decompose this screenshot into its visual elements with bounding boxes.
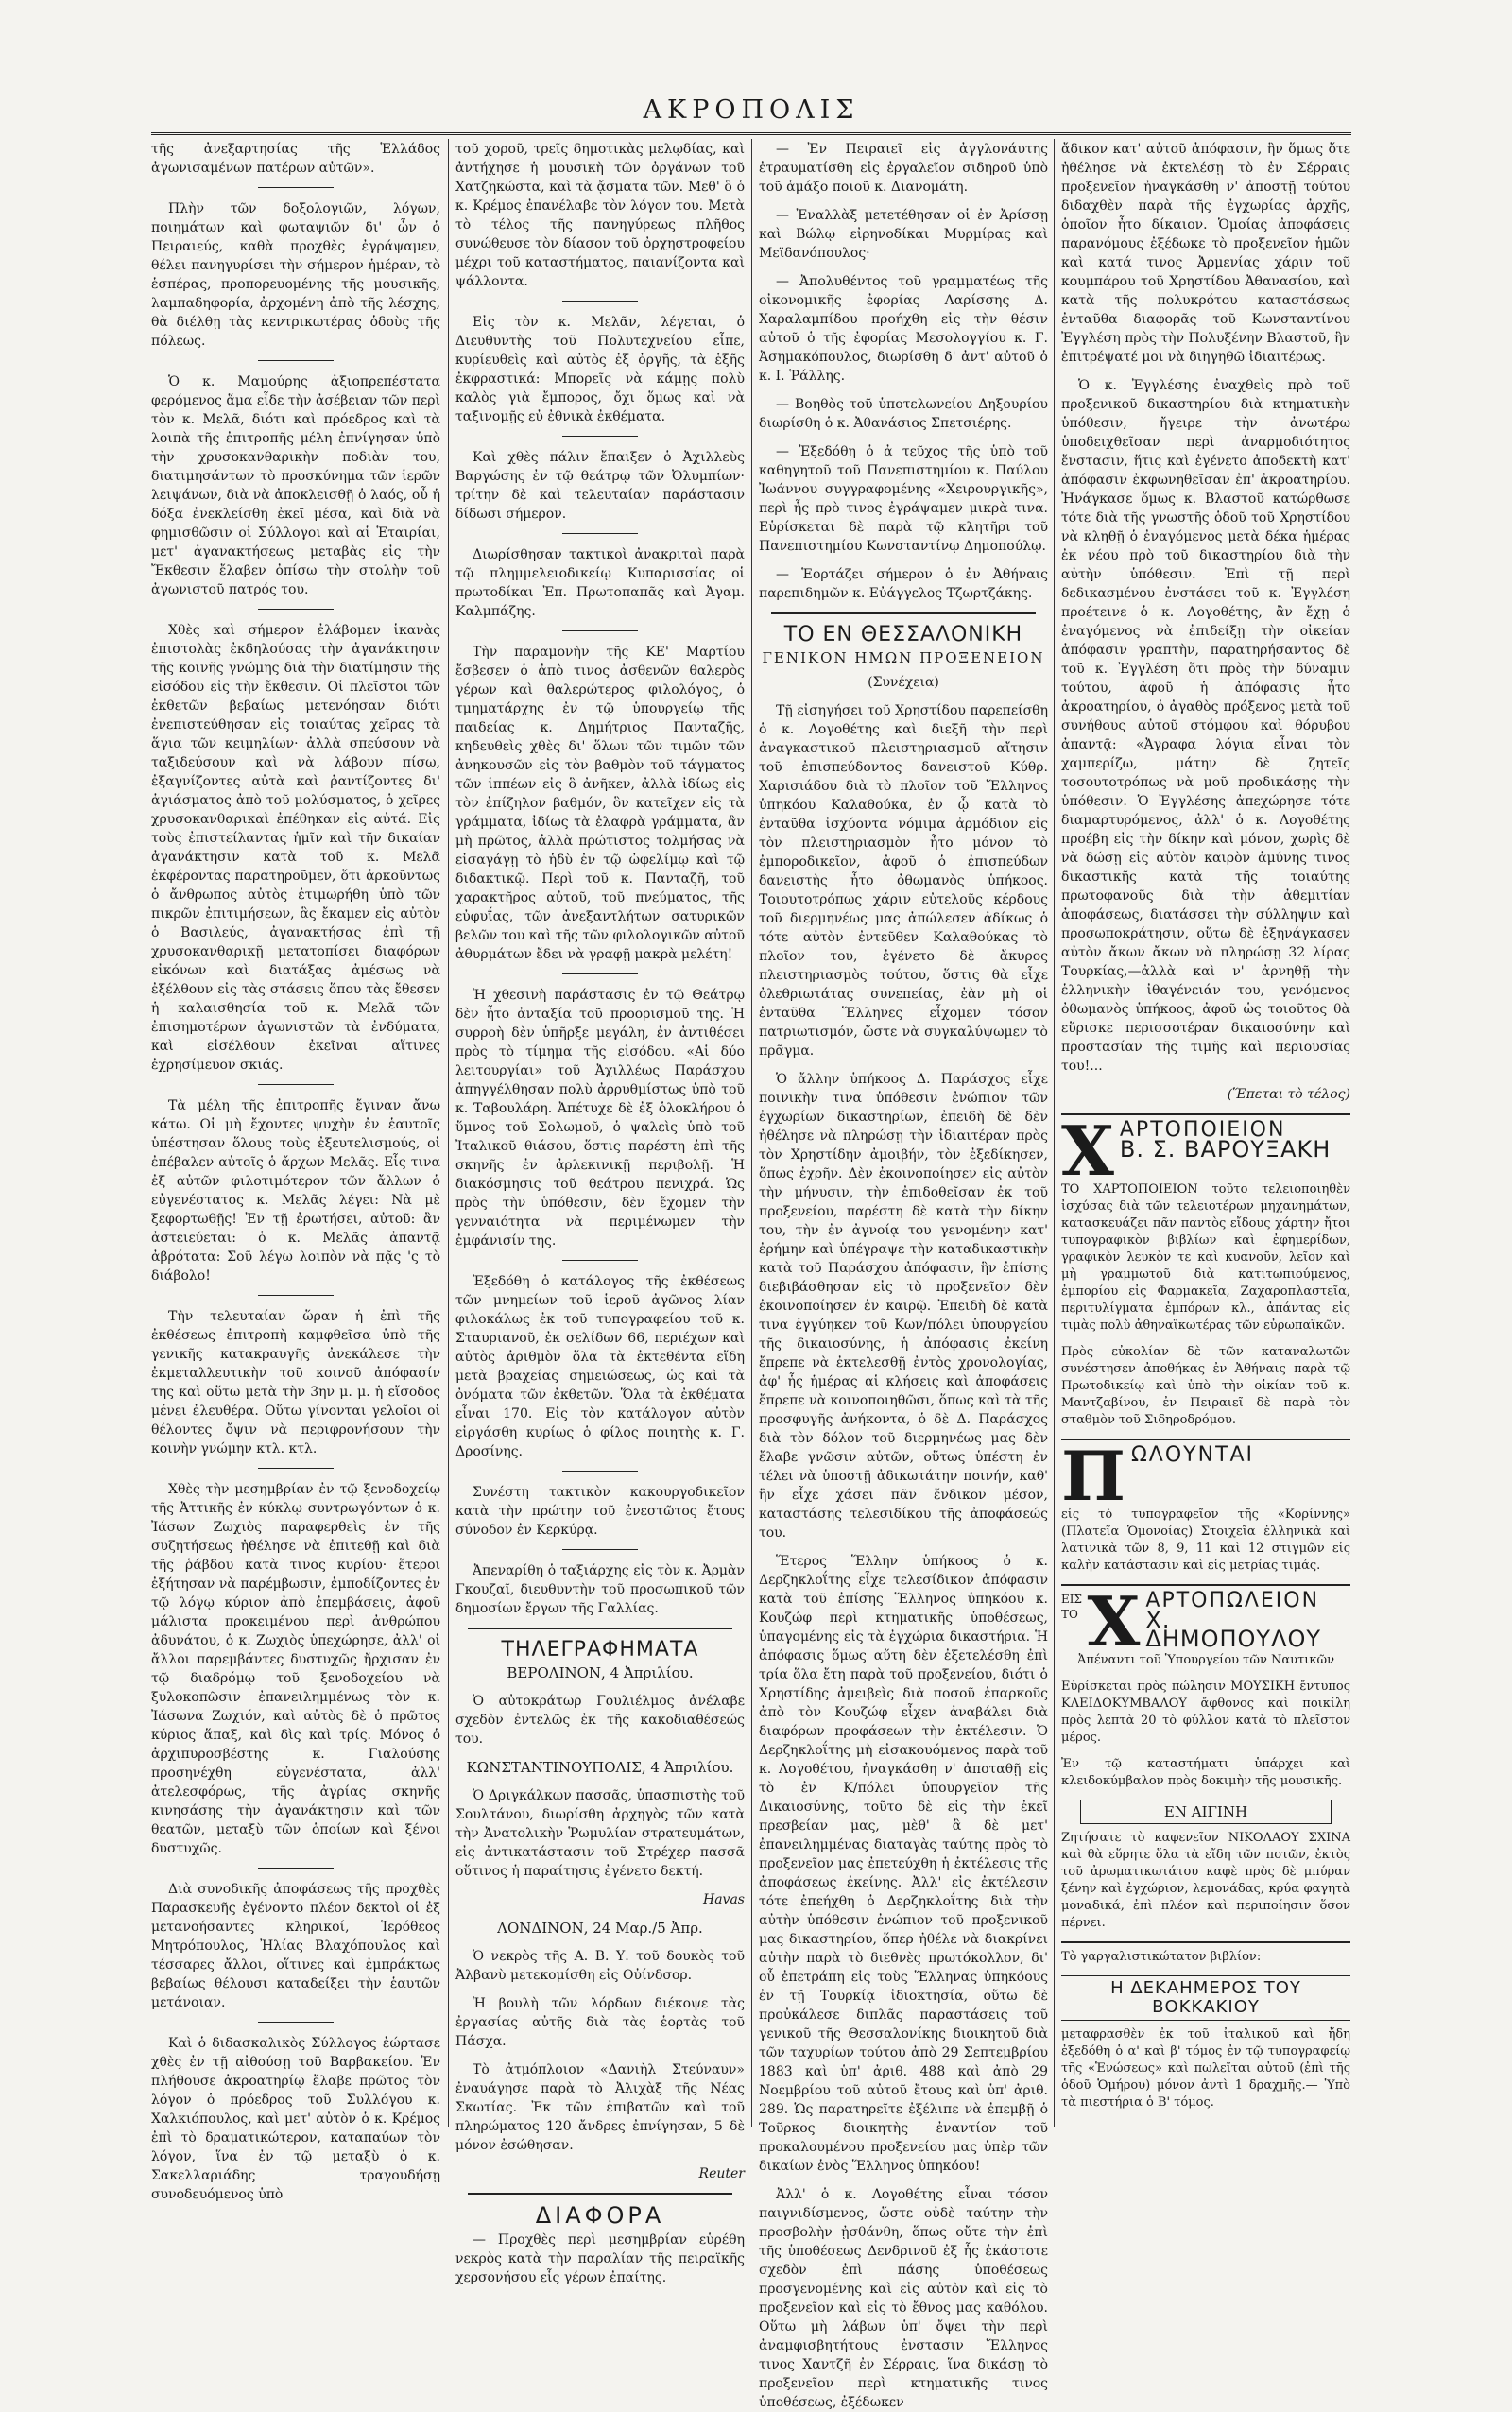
article-paragraph: Χθὲς τὴν μεσημβρίαν ἐν τῷ ξενοδοχείῳ τῆς Ἀττικῆς ἐν κύκλῳ συντρωγόντων ὁ κ. Ἰάσων Ζωχιὸς παραφερθεὶς ἐν τῆς συζητήσεως ἠθέλησε νὰ ἐπιτεθῇ καὶ διὰ τῆς ῥάβδου κατὰ τινος κυρίου· ἕτεροι ἐξήτησαν νὰ παρέμβωσιν, ἐμποδίζοντες ἐν τῷ λόγῳ κύριον ἀπὸ ἐπεμβάσεις, ἀφοῦ μάλιστα προκειμένου περὶ ἀνθρώπου ἀδυνάτου, ὁ κ. Ζωχιὸς ὑπεχώρησε, ἀλλ' οἱ ἄλλοι παρεμβάντες δυστυχῶς ἤρχισαν ἐν τῷ διαδρόμῳ τοῦ ξενοδοχείου νὰ ξυλοκοπῶσιν ἐπανειλημμένως τὸν κ. Ἰάσωνα Ζωχιόν, καὶ αὐτὸς δὲ ὁ πρῶτος κύριος ἅπαξ, καὶ δὶς καὶ τρίς. Μόνος ὁ ἀρχιπυροσβέστης κ. Γιαλούσης προσηνέχθη εὐγενέστατα, ἀλλ' ἀτελεσφόρως, τῆς ἀγρίας σκηνῆς κινησάσης τὴν ἀγανάκτησιν καὶ τῶν θεατῶν, μεταξὺ τῶν ὁποίων καὶ ξένοι δυστυχῶς.	[151, 1482, 440, 1856]
masthead	[151, 91, 1351, 129]
advertisement-type-sale	[1061, 1436, 1350, 1575]
separator	[562, 1549, 638, 1550]
separator	[562, 533, 638, 534]
ad-business-name: ΩΛΟΥΝΤΑΙ	[1131, 1443, 1255, 1467]
ad-text: Ζητήσατε τὸ καφενεῖον ΝΙΚΟΛΑΟΥ ΣΧΙΝΑ καὶ θὰ εὕρητε ὅλα τὰ εἴδη τῶν ποτῶν, ἐκτὸς τοῦ ἀρωματικωτάτου καφὲ πρὸς δὲ μπύραν ξένην καὶ ἐγχώριον, λεμονάδας, κρύα φαγητὰ μοναδικά, ἐπὶ πλέον καὶ περιποίησιν ὅσον πέρνει.	[1061, 1831, 1350, 1930]
article-paragraph: Τὰ μέλη τῆς ἐπιτροπῆς ἔγιναν ἄνω κάτω. Οἱ μὴ ἔχοντες ψυχὴν ἐν ἑαυτοῖς ὑπέστησαν ὅλους τοὺς ἐξευτελισμούς, οἱ ἐπέβαλεν αὐτοῖς ὁ ἄρχων Μελᾶς. Εἷς τινα ἐξ αὐτῶν φιλοτιμότερον τῶν ἄλλων ὁ εὐγενέστατος κ. Μελᾶς λέγει: Νὰ μὲ ξεφορτωθῇς! Ἐν τῇ ἐρωτήσει, αὐτοῦ: ἂν ἀστειεύεται: ὁ κ. Μελᾶς ἀπαντᾷ ἀβρότατα: Σοῦ λέγω λοιπὸν νὰ πᾷς 'ς τὸ διάβολο!	[151, 1098, 440, 1284]
article-paragraph: Ὁ ἄλλην ὑπήκοος Δ. Παράσχος εἶχε ποινικὴν τινα ὑπόθεσιν ἐνώπιον τῶν ἐγχωρίων δικαστηρίων, ἐπειδὴ δὲ δὲν ἠθέλησε νὰ πληρώσῃ τὴν ἰδιαιτέραν πρὸς τὸν Χρηστίδην ἀμοιβήν, τὸν ἐξεδίκησεν, ὅπως ἐχρῆν. Δὲν ἐκοινοποίησεν εἰς αὐτὸν τὴν μήνυσιν, τὴν ἐπιδοθεῖσαν ἐκ τοῦ προξενείου, παρέστη δὲ κατὰ τὴν δίκην του, τὴν ἐν ἀγνοίᾳ του γενομένην κατ' ἐρήμην καὶ ὑπέγραψε τὴν καταδικαστικὴν κατὰ τοῦ Παράσχου ἀπόφασιν, ἣν ἐπίσης διεβιβάσθησαν εἰς τὸ προξενεῖον δὲν ἐκοινοποίησεν ἐν καιρῷ. Ἐπειδὴ δὲ κατὰ τινα ἐγγύηκεν τοῦ Κων/πόλει ὑπουργείου τῆς δικαιοσύνης, ἡ ἀπόφασις ἐκείνη ἔπρεπε νὰ ἐκτελεσθῇ ἐντὸς χρονολογίας, ἀφ' ἧς ἡμέρας αἱ κλήσεις καὶ ἀποφάσεις ἔπρεπε νὰ κοινοποιηθῶσι, ὅπως καὶ τὰ τῆς προσφυγῆς ἀνήκοντα, ὁ δὲ Δ. Παράσχος διὰ τὸν δόλον τοῦ διερμηνέως μας δὲν ἔλαβε γνῶσιν αὐτῶν, οὕτως ὑπέστη ἐν τέλει νὰ ὑποστῇ ἀδικωτάτην ποινήν, καθ' ἣν εἶχε χάσει πᾶν ἔνδικον μέσον, καταστάσης τελεσιδίκου τῆς ἀποφάσεώς του.	[759, 1072, 1048, 1541]
ad-subline: Ἀπέναντι τοῦ Ὑπουργείου τῶν Ναυτικῶν	[1077, 1653, 1334, 1667]
article-paragraph: τῆς ἀνεξαρτησίας τῆς Ἑλλάδος ἀγωνισαμένων πατέρων αὐτῶν».	[151, 142, 440, 176]
ad-business-name: ΑΡΤΟΠΩΛΕΙΟΝ	[1145, 1589, 1320, 1612]
news-item: — Ἀπολυθέντος τοῦ γραμματέως τῆς οἰκονομικῆς ἐφορίας Λαρίσσης Δ. Χαραλαμπίδου προήχθη εἰς τὴν θέσιν αὐτοῦ ὁ τῆς ἐφορίας Μεσολογγίου κ. Γ. Ἀσημακόπουλος, διωρίσθη δ' ἀντ' αὐτοῦ ὁ κ. Ι. Ῥάλλης.	[759, 274, 1048, 384]
section-rule	[771, 612, 1036, 614]
diafora-heading: ΔΙΑΦΟΡΑ	[535, 2202, 665, 2229]
article-paragraph: Ὁ κ. Μαμούρης ἀξιοπρεπέστατα φερόμενος ἅμα εἶδε τὴν ἀσέβειαν τῶν περὶ τὸν κ. Μελᾶ, διότι καὶ πρόεδρος καὶ τὰ λοιπὰ τῆς ἐπιτροπῆς μέλη ἐπνίγησαν ὑπὸ τὴν χρυσοκανθαρικὴν ποδιὰν του, διατιμησάντων τὸ προσκύνημα τῶν ἱερῶν λειψάνων, διὰ νὰ ἀποκλεισθῇ ὁ λαός, οὗ ἡ δόξα ἐνεκλείσθη ἐκεῖ μέσα, καὶ διὰ νὰ φημισθῶσιν οἱ Σύλλογοι καὶ αἱ Ἑταιρίαι, μετ' ἀγανακτήσεως μεταβὰς εἰς τὴν Ἔκθεσιν ἔλαβεν ὀπίσω τὴν στολὴν τοῦ ἀγωνιστοῦ πατρός του.	[151, 374, 440, 597]
ad-text: Ἐν τῷ καταστήματι ὑπάρχει καὶ κλειδοκύμβαλον πρὸς δοκιμὴν τῆς μουσικῆς.	[1061, 1757, 1350, 1788]
telegram-dateline: ΚΩΝΣΤΑΝΤΙΝΟΥΠΟΛΙΣ, 4 Ἀπριλίου.	[466, 1759, 734, 1776]
article-paragraph: Ἡ χθεσινὴ παράστασις ἐν τῷ Θεάτρῳ δὲν ἦτο ἀνταξία τοῦ προορισμοῦ της. Ἡ συρροὴ δὲν ὑπῆρξε μεγάλη, ἐν ἀντιθέσει πρὸς τὸ τίμημα τῆς εἰσόδου. «Αἱ δύο λειτουργίαι» τοῦ Ἀχιλλέως Παράσχου ἀπηγγέλθησαν πολὺ ἀρρυθμίστως ὑπὸ τοῦ κ. Ταβουλάρη. Ἀπέτυχε δὲ ἐξ ὁλοκλήρου ὁ ὕμνος τοῦ Σολωμοῦ, ὁ ψαλεὶς ὑπὸ τοῦ Ἰταλικοῦ θιάσου, ὅστις παρέστη ἐπὶ τῆς σκηνῆς ἐν ἀρλεκινικῇ περιβολῇ. Ἡ διακόσμησις τοῦ θεάτρου πενιχρά. Ὡς πρὸς τὴν ὑπόθεσιν, δὲν ἔχομεν τὴν γενναιότητα νὰ περιμένωμεν τὴν ἐμφάνισίν της.	[455, 988, 745, 1249]
advertisement-stationery	[1061, 1581, 1350, 1790]
ad-text: Πρὸς εὐκολίαν δὲ τῶν καταναλωτῶν συνέστησεν ἀποθήκας ἐν Ἀθήναις παρὰ τῷ Πρωτοδικείῳ καὶ ὑπὸ τὴν οἰκίαν τοῦ κ. Μαντζαβίνου, ἐν Πειραιεῖ δὲ παρὰ τὸν σταθμὸν τοῦ Σιδηροδρόμου.	[1061, 1345, 1350, 1427]
ad-business-name: ΑΡΤΟΠΟΙΕΙΟΝ	[1119, 1118, 1286, 1142]
ad-initial: Π	[1061, 1436, 1125, 1516]
column-4	[1061, 140, 1350, 2127]
section-rule	[468, 1628, 732, 1629]
article-paragraph: Πλὴν τῶν δοξολογιῶν, λόγων, ποιημάτων καὶ φωταψιῶν δι' ὧν ὁ Πειραιεύς, καθὰ προχθὲς ἐγράψαμεν, θέλει πανηγυρίσει τὴν σήμερον ἡμέραν, τὸ ἑσπέρας, προπορευομένης τῆς μουσικῆς, λαμπαδηφορία, ἀρχομένη ἀπὸ τῆς λέσχης, θὰ διέλθῃ τὰς κεντρικωτέρας ὁδοὺς τῆς πόλεως.	[151, 201, 440, 349]
ad-text: ΤΟ ΧΑΡΤΟΠΟΙΕΙΟΝ τοῦτο τελειοποιηθὲν ἰσχύσας διὰ τῶν τελειοτέρων μηχανημάτων, κατασκευάζει πᾶν παντὸς εἴδους χάρτην ἤτοι τυπογραφικὸν βιβλίων καὶ ἐφημερίδων, γραφικὸν λευκὸν τε καὶ κυανοῦν, λεῖον καὶ μὴ γραμμωτοῦ διὰ κατιτωπιούμενος, ἐμπορίου εἰς Φαρμακεῖα, Ζαχαροπλαστεῖα, περιτυλίγματα ἐμπόρων κλ., ἀπάντας εἰς τιμὰς πολὺ ἀθηναϊκωτέρας τῶν εὐρωπαϊκῶν.	[1061, 1182, 1350, 1333]
news-item: — Ἐν Πειραιεῖ εἰς ἀγγλονάυτης ἐτραυματίσθη εἰς ἐργαλεῖον σιδηροῦ ὑπὸ τοῦ ἁμάξο ποιοῦ κ. Διανομάτη.	[759, 142, 1048, 195]
separator	[258, 2022, 334, 2023]
newspaper-title: ΑΚΡΟΠΟΛΙΣ	[643, 95, 860, 125]
ad-text: εἰς τὸ τυπογραφεῖον τῆς «Κορίννης» (Πλατεῖα Ὁμονοίας) Στοιχεῖα ἑλληνικὰ καὶ λατινικὰ τῶν 8, 9, 11 καὶ 12 στιγμῶν εἰς καλὴν κατάστασιν καὶ εἰς μετρίας τιμάς.	[1061, 1508, 1350, 1573]
advertisement-paper-mill	[1061, 1113, 1350, 1429]
thessaloniki-heading: ΤΟ ΕΝ ΘΕΣΣΑΛΟΝΙΚΗ	[783, 623, 1023, 646]
separator	[258, 360, 334, 361]
separator	[258, 1084, 334, 1085]
ad-intro: Τὸ γαργαλιστικώτατον βιβλίον:	[1061, 1950, 1262, 1964]
telegram-text: Ὁ Δριγκάλκων πασσᾶς, ὑπασπιστὴς τοῦ Σουλτάνου, διωρίσθη ἀρχηγὸς τῶν κατὰ τὴν Ἀνατολικὴν Ῥωμυλίαν στρατευμάτων, εἰς ἀντικατάστασιν τοῦ Στρέχερ πασσᾶ οὕτινος ἡ παραίτησις ἐγένετο δεκτή.	[455, 1788, 745, 1879]
ad-owner-name: Χ. ΔΗΜΟΠΟΥΛΟΥ	[1145, 1607, 1322, 1652]
continued-note: (Ἕπεται τὸ τέλος)	[1227, 1087, 1350, 1102]
news-item: — Βοηθὸς τοῦ ὑποτελωνείου Δηξουρίου διωρίσθη ὁ κ. Ἀθανάσιος Σπετσιέρης.	[759, 397, 1048, 431]
telegram-text: Ἡ βουλὴ τῶν λόρδων διέκοψε τὰς ἐργασίας αὐτῆς διὰ τὰς ἑορτὰς τοῦ Πάσχα.	[455, 1996, 745, 2049]
separator	[562, 630, 638, 631]
ad-prefix: ΕΙΣ ΤΟ	[1061, 1593, 1082, 1621]
ad-initial: Χ	[1061, 1111, 1114, 1191]
ad-initial: Χ	[1087, 1581, 1141, 1662]
ad-text: μεταφρασθὲν ἐκ τοῦ ἰταλικοῦ καὶ ἤδη ἐξεδόθη ὁ α' καὶ β' τόμος ἐν τῷ τυπογραφείῳ τῆς «Ἑνώσεως» καὶ πωλεῖται αὐτοῦ (ἐπὶ τῆς ὁδοῦ Ὁμήρου) μόνον ἀντὶ 1 δραχμῆς.— Ὑπὸ τὰ πιεστήρια ὁ Β' τόμος.	[1061, 2027, 1350, 2110]
column-divider	[448, 139, 449, 2127]
continuation-note: (Συνέχεια)	[868, 675, 939, 690]
ad-owner-name: Β. Σ. ΒΑΡΟΥΞΑΚΗ	[1119, 1136, 1332, 1163]
article-paragraph: Εἰς τὸν κ. Μελᾶν, λέγεται, ὁ Διευθυντὴς τοῦ Πολυτεχνείου εἶπε, κυρίευθεὶς καὶ αὐτὸς ἐξ ὀργῆς, τὰ ἑξῆς ἐκφραστικά: Μπορεῖς νὰ κάμῃς πολὺ καλὸς γιὰ ἔμπορος, ὄχι ὅμως καὶ νὰ ταξινομῇς εὐ ἐθνικὰ ἐκθέματα.	[455, 315, 745, 424]
column-divider	[751, 139, 752, 2127]
article-paragraph: Συνέστη τακτικὸν κακουργοδικεῖον κατὰ τὴν πρώτην τοῦ ἐνεστῶτος ἔτους σύνοδον ἐν Κερκύρᾳ.	[455, 1485, 745, 1538]
separator	[562, 436, 638, 437]
article-paragraph: Ἕτερος Ἕλλην ὑπήκοος ὁ κ. Δερζηκλοΐτης εἶχε τελεσίδικον ἀπόφασιν κατὰ τοῦ ἐπίσης Ἕλληνος ὑπηκόου κ. Κουζώφ περὶ κτηματικῆς ὑποθέσεως, ὑπαγομένης εἰς τὰ ἐγχώρια δικαστήρια. Ἡ ἀπόφασις ὅμως αὕτη δὲν ἐξετελέσθη ἐπὶ τρία ὅλα ἔτη παρὰ τοῦ προξενείου, διότι ὁ Χρηστίδης ἀμειβεὶς διὰ ποσοῦ ἐπαρκοῦς ἀπὸ τὸν Κουζώφ εἶχεν ἀναβάλει διὰ διαφόρων προφάσεων τὴν ἐκτέλεσιν. Ὁ Δερζηκλοΐτης μὴ εἰσακουόμενος παρὰ τοῦ κ. Λογοθέτου, ἠναγκάσθη ν' ἀποταθῇ εἰς τὸ ἐν Κ/πόλει ὑπουργεῖον τῆς Δικαιοσύνης, τοῦτο δὲ εἰς τὴν ἐκεῖ πρεσβείαν μας, μὲθ' ἃ δὲ μετ' ἐπανειλημμένας διαταγὰς ταύτης πρὸς τὸ προξενεῖον μας ἐπετεύχθη ἡ ἐκτέλεσις τῆς ἀποφάσεως ἐκείνης. Ἀλλ' εἰς ἐκτέλεσιν τότε ἐπεήχθη ὁ Δερζηκλοΐτης διὰ τὴν αὐτὴν ὑπόθεσιν ἐνώπιον τοῦ προξενικοῦ μας δικαστηρίου, ὅπερ ἠθέλε νὰ διακρίνει αὐτὴν παρὰ τὸ διεθνὲς πρωτόκολλον, δι' οὗ ἐπετράπη εἰς τοὺς Ἕλληνας ὑπηκόους ἐν τῇ Τουρκίᾳ ἰδιοκτησία, οὕτω δὲ προὐκάλεσε διπλᾶς παραστάσεις τοῦ γενικοῦ τῆς Θεσσαλονίκης διοικητοῦ διὰ τῶν ταχυρίων τούτου ἀπὸ 29 Σεπτεμβρίου 1883 καὶ ὑπ' ἀριθ. 488 καὶ ἀπὸ 29 Νοεμβρίου τοῦ αὐτοῦ ἔτους καὶ ὑπ' ἀριθ. 289. Ὡς παρατηρεῖτε ἐξέλιπε νὰ ἐπεμβῇ ὁ Τοῦρκος διοικητὴς ἐναντίον τοῦ προκαλουμένου προξενείου μας ὑπὲρ τῶν δικαίων ἑνὸς Ἕλληνος ὑπηκόου!	[759, 1554, 1048, 2174]
article-paragraph: Καὶ χθὲς πάλιν ἔπαιξεν ὁ Ἀχιλλεὺς Βαργώσης ἐν τῷ θεάτρῳ τῶν Ὀλυμπίων· τρίτην δὲ καὶ τελευταίαν παράστασιν δίδωσι σήμερον.	[455, 450, 745, 522]
article-paragraph: — Προχθὲς περὶ μεσημβρίαν εὑρέθη νεκρὸς κατὰ τὴν παραλίαν τῆς πειραϊκῆς χερσονήσου εἷς γέρων ἐπαίτης.	[455, 2232, 745, 2285]
separator	[562, 1260, 638, 1261]
telegram-text: Τὸ ἀτμόπλοιον «Δανιὴλ Στεύναυν» ἐναυάγησε παρὰ τὸ Ἀλιχὰξ τῆς Νέας Σκωτίας. Ἐκ τῶν ἐπιβατῶν καὶ τοῦ πληρώματος 120 ἄνδρες ἐπνίγησαν, 5 δὲ μόνον ἐσώθησαν.	[455, 2062, 745, 2153]
thessaloniki-subheading: ΓΕΝΙΚΟΝ ΗΜΩΝ ΠΡΟΞΕΝΕΙΟΝ	[762, 649, 1045, 666]
separator	[258, 609, 334, 610]
column-divider	[1054, 139, 1055, 2127]
article-paragraph: Καὶ ὁ διδασκαλικὸς Σύλλογος ἑώρτασε χθὲς ἐν τῇ αἰθούσῃ τοῦ Βαρβακείου. Ἐν πλήθουσε ἀκροατηρίῳ ἔλαβε πρῶτος τὸν λόγον ὁ πρόεδρος τοῦ Συλλόγου κ. Χαλκιόπουλος, καὶ μετ' αὐτὸν ὁ κ. Κρέμος ἐπὶ τὸ δραματικώτερον, καταπαύων τὸν λόγον, ἵνα ἐν τῷ μεταξὺ ὁ κ. Σακελλαριάδης τραγουδήσῃ συνοδευόμενος ὑπὸ	[151, 2036, 440, 2202]
masthead-rule	[151, 132, 1351, 135]
telegram-agency: Havas	[703, 1892, 745, 1907]
article-paragraph: Ὁ κ. Ἐγγλέσης ἐναχθεὶς πρὸ τοῦ προξενικοῦ δικαστηρίου διὰ κτηματικὴν ὑπόθεσιν, ἤγειρε τὴν ἀνωτέρω ὑποδειχθεῖσαν περὶ ἀναρμοδιότητος ἔνστασιν, ἥτις καὶ ἐγένετο ἀποδεκτὴ κατ' ἀπόφασιν ἐκφωνηθεῖσαν ἐπ' ἀκροατηρίου. Ἠνάγκασε ὅμως κ. Βλαστοῦ κατώρθωσε τότε διὰ τῆς γνωστῆς ὁδοῦ τοῦ Χρηστίδου νὰ κληθῇ ὁ ἐναγόμενος μετὰ δέκα ἡμέρας ἐκ νέου πρὸ τοῦ δικαστηρίου διὰ τὴν αὐτὴν ὑπόθεσιν. Ἐπὶ τῇ περὶ δεδικασμένου ἐνστάσει τοῦ κ. Ἐγγλέση προέτεινε ὁ κ. Λογοθέτης, ἂν ἔχῃ ὁ ἐναγόμενος νὰ ἐπιδείξῃ τὴν οἰκείαν ἀπόφασιν γραπτὴν, παρατηρήσαντος δὲ τοῦ κ. Ἐγγλέση ὅτι πρὸς τὴν δύναμιν τούτου, ἀφοῦ ἡ ἀπόφασις ἦτο ἀκροατηρίου, ὁ ἀγαθὸς πρόξενος μετὰ τοῦ συνήθους αὐτοῦ στόμφου καὶ θόρυβου ἀπαντᾷ: «Ἀγραφα λόγια εἶναι τὸν χαμπερίζω, μάτην δὲ ζητεῖς τοσουτοτρόπως νὰ μοῦ προδικάσῃς τὴν ὑπόθεσιν. Ὁ Ἐγγλέσης ἀπεχώρησε τότε διαμαρτυρόμενος, ἀλλ' ὁ κ. Λογοθέτης προέβη εἰς τὴν δίκην καὶ μόνον, χωρὶς δὲ νὰ δώσῃ εἰς αὐτὸν καιρὸν ἀμύνης τινος δικαστικῆς κατὰ τῆς τοιαύτης πρωτοφανοῦς διὰ τὴν ἀθεμιτίαν ἀποφάσεως, διατάσσει τὴν σύλληψιν καὶ προσωποκράτησιν, οὕτω δὲ ἐξηνάγκασεν αὐτὸν ἄκων ἄκων νὰ πληρώσῃ 32 λίρας Τουρκίας,—ἀλλὰ καὶ ν' ἀρνηθῇ τὴν ἑλληνικὴν ἰθαγένειάν του, γενόμενος ὀθωμανὸς ὑπήκοος, ἀφοῦ ὡς τοιοῦτος θὰ εὕρισκε περισσοτέραν δικαιοσύνην καὶ προστασίαν τῆς τιμῆς καὶ περιουσίας του!...	[1061, 378, 1350, 1074]
telegram-dateline: ΛΟΝΔΙΝΟΝ, 24 Μαρ./5 Ἀπρ.	[497, 1920, 703, 1937]
article-paragraph: Ἀπεναρίθη ὁ ταξιάρχης εἰς τὸν κ. Ἀρμὰν Γκουζαῖ, διευθυντὴν τοῦ προσωπικοῦ τῶν δημοσίων ἔργων τῆς Γαλλίας.	[455, 1563, 745, 1616]
book-title: Η ΔΕΚΑΗΜΕΡΟΣ ΤΟΥ ΒΟΚΚΑΚΙΟΥ	[1061, 1975, 1350, 2021]
ad-aegina-heading: ΕΝ ΑΙΓΙΝΗ	[1080, 1800, 1332, 1824]
ad-text: Εὑρίσκεται πρὸς πώλησιν ΜΟΥΣΙΚΗ ἔντυπος ΚΛΕΙΔΟΚΥΜΒΑΛΟΥ ἄφθονος καὶ ποικίλη πρὸς λεπτὰ 20 τὸ φύλλον κατὰ τὸ πλεῖστον μέρος.	[1061, 1680, 1350, 1745]
telegram-agency: Reuter	[698, 2166, 745, 2181]
telegrams-heading: ΤΗΛΕΓΡΑΦΗΜΑΤΑ	[501, 1638, 699, 1662]
column-2	[455, 140, 745, 2285]
article-paragraph: Ἀλλ' ὁ κ. Λογοθέτης εἶναι τόσον παιγνιδίσμενος, ὥστε οὐδὲ ταύτην τὴν προσβολὴν ᾐσθάνθη, ὅπως οὔτε τὴν ἐπὶ τῆς ὑποθέσεως Δενδρινοῦ ἐξ ἧς ἑκάστοτε σχεδὸν ἐπὶ πάσης ὑποθέσεως προσγενομένης καὶ εἰς αὐτὸν καὶ εἰς τὸ προξενεῖον καὶ εἰς τὸ ἔθνος μας καθόλου. Οὕτω μὴ λάβων ὑπ' ὄψει τὴν περὶ ἀναμφισβητήτους ἐνστασιν Ἕλληνος τινος Χαντζῆ ἐν Σέρραις, ἵνα δικάσῃ τὸ προξενεῖον περὶ κτηματικῆς τινος ὑποθέσεως, ἐξέδωκεν	[759, 2187, 1048, 2410]
separator	[258, 1868, 334, 1869]
separator	[562, 973, 638, 974]
article-paragraph: Τὴν τελευταίαν ὥραν ἡ ἐπὶ τῆς ἐκθέσεως ἐπιτροπὴ καμφθεῖσα ὑπὸ τῆς γενικῆς κατακραυγῆς ἀνεκάλεσε τὴν ἐκμεταλλευτικὴν τοῦ κοινοῦ ἀπόφασίν της καὶ οὕτω μετὰ τὴν 3ην μ. μ. ἡ εἴσοδος μένει ἐλευθέρα. Οὕτω γίνονται γελοῖοι οἱ θέλοντες ὄψιν νὰ περιφρονήσουν τὴν κοινὴν γνώμην κτλ. κτλ.	[151, 1309, 440, 1456]
column-1	[151, 140, 440, 2202]
news-item: — Ἑορτάζει σήμερον ὁ ἐν Ἀθήναις παρεπιδημῶν κ. Εὐάγγελος Τζωρτζάκης.	[759, 567, 1048, 601]
section-rule	[468, 2193, 732, 2195]
article-paragraph: Ἐξεδόθη ὁ κατάλογος τῆς ἐκθέσεως τῶν μνημείων τοῦ ἱεροῦ ἀγῶνος λίαν φιλοκάλως ἐκ τοῦ τυπογραφείου τοῦ κ. Σταυριανοῦ, ἐκ σελίδων 66, περιέχων καὶ αὐτὸς ἀριθμὸν ὅλα τὰ ἐκτεθέντα εἴδη μετὰ βραχείας σημειώσεως, ὡς καὶ τὰ ὀνόματα τῶν ἐκθετῶν. Ὅλα τὰ ἐκθέματα εἶναι 170. Εἰς τὸν κατάλογον αὐτὸν εἰργάσθη κυρίως ὁ φίλος ποιητὴς κ. Γ. Δροσίνης.	[455, 1274, 745, 1459]
column-3	[759, 140, 1048, 2410]
separator	[258, 187, 334, 188]
telegram-text: Ὁ νεκρὸς τῆς Α. Β. Υ. τοῦ δουκὸς τοῦ Ἀλβανὺ μετεκομίσθη εἰς Οὐίνδσορ.	[455, 1949, 745, 1983]
news-item: — Ἐξεδόθη ὁ ἀ τεῦχος τῆς ὑπὸ τοῦ καθηγητοῦ τοῦ Πανεπιστημίου κ. Παύλου Ἰωάννου συγγραφομένης «Χειρουργικῆς», περὶ ἧς πρὸ τινος ἐγράψαμεν μικρὰ τινα. Εὑρίσκεται δὲ παρὰ τῷ κλητῆρι τοῦ Πανεπιστημίου Κωνσταντίνῳ Δημοπούλῳ.	[759, 444, 1048, 554]
article-paragraph: Τῇ εἰσηγήσει τοῦ Χρηστίδου παρεπείσθη ὁ κ. Λογοθέτης καὶ διεξῆ τὴν περὶ ἀναγκαστικοῦ πλειστηριασμοῦ αἴτησιν τοῦ ἐπισπεύδοντος δανειστοῦ Κύθρ. Χαρισιάδου διὰ τὸ πλοῖον τοῦ Ἕλληνος ὑπηκόου Καλαθούκα, ἐν ᾧ κατὰ τὸ ἐνταῦθα ἰσχύοντα νόμιμα ἀρμόδιον εἰς τὸν πλειστηριασμὸν ἦτο μόνον τὸ ἐμποροδικεῖον, ἀφοῦ ὁ ἐπισπεύδων δανειστὴς ἦτο ὀθωμανὸς ὑπήκοος. Τοιουτοτρόπως χάριν εὐτελοῦς κέρδους τοῦ διερμηνέως μας ἀπώλεσεν ἀδίκως ὁ τότε αὐτὸν ἐντεῦθεν Καλαθούκας τὸ πλοῖον του, ἐγένετο δὲ ἄκυρος πλειστηριασμὸς τούτου, ὅστις θὰ εἶχε ὀλεθριωτάτας συνεπείας, ἐὰν μὴ οἱ ἐνταῦθα Ἕλληνες εἶχομεν τόσον πατριωτισμόν, ὥστε νὰ συγκαλύψωμεν τὸ πρᾶγμα.	[759, 703, 1048, 1059]
article-paragraph: Διωρίσθησαν τακτικοὶ ἀνακριταὶ παρὰ τῷ πλημμελειοδικείῳ Κυπαρισσίας οἱ πρωτοδίκαι Ἐπ. Πρωτοπαπᾶς καὶ Ἀγαμ. Καλμπάζης.	[455, 547, 745, 619]
advertisement-book	[1061, 1941, 1350, 2111]
separator	[562, 1471, 638, 1472]
separator	[562, 301, 638, 302]
article-paragraph: Τὴν παραμονὴν τῆς ΚΕ' Μαρτίου ἔσβεσεν ὁ ἀπὸ τινος ἀσθενῶν θαλερὸς γέρων καὶ θαλερώτερος φιλολόγος, ὁ τμηματάρχης ἐν τῷ ὑπουργείῳ τῆς παιδείας κ. Δημήτριος Πανταζῆς, κηδευθεὶς χθὲς δι' ὅλων τῶν τιμῶν τῶν ἀνηκουσῶν εἰς τὸν βαθμὸν τοῦ τάγματος τῶν ἱππέων εἰς ὃ ἀνῆκεν, ἀλλὰ ἰδίως εἰς τὸν ἐπίζηλον βαθμόν, ὃν κατεῖχεν εἰς τὰ γράμματα, ἰδίως τὰ ἐλαφρὰ γράμματα, ἂν μὴ πρῶτος, ἀλλὰ πρώτιστος τολμήσας νὰ εἰσαγάγῃ τὸ ἡδὺ ἐν τῷ ὠφελίμῳ καὶ τῷ διδακτικῷ. Περὶ τοῦ κ. Πανταζῆ, τοῦ χαρακτῆρος αὐτοῦ, τοῦ πνεύματος, τῆς εὐφυΐας, τῶν ἀνεξαντλήτων σατυρικῶν βελῶν του καὶ τῆς τῶν φιλολογικῶν αὐτοῦ ἀθυρμάτων ἔδει νὰ γραφῇ μακρὰ μελέτη!	[455, 645, 745, 962]
article-paragraph: ἄδικον κατ' αὐτοῦ ἀπόφασιν, ἣν ὅμως ὅτε ἠθέλησε νὰ ἐκτελέσῃ τὸ ἐν Σέρραις προξενεῖον ἠναγκάσθη ν' ἀποστῇ τούτου διδαχθὲν παρὰ τῆς ἐγχωρίας ἀρχῆς, ὁποῖον ἦτο δίκαιον. Ὁμοίας ἀποφάσεις παρανόμους ἐξέδωκε τὸ προξενεῖον ἡμῶν καὶ κατά τινος Ἀρμενίας χάριν τοῦ κουμπάρου τοῦ Χρηστίδου Ἀθανασίου, καὶ κατὰ τῆς πολυκρότου καταστάσεως ἐνταῦθα διαφορᾶς τοῦ Κωνσταντίνου Ἐγγλέση πρὸς τὴν Πολυξένην Βλαστοῦ, ἣν ἐπιτρέψατέ μοι νὰ διηγηθῶ ἰδιαιτέρως.	[1061, 142, 1350, 365]
article-paragraph: Διὰ συνοδικῆς ἀποφάσεως τῆς προχθὲς Παρασκευῆς ἐγένοντο πλέον δεκτοὶ οἱ ἐξ μετανοήσαντες κληρικοί, Ἱερόθεος Μητρόπουλος, Ἠλίας Βλαχόπουλος καὶ τέσσαρες ἄλλοι, οἵτινες καὶ ἐμπράκτως βεβαίως θέλουσι καταδείξει τὴν ἑαυτῶν μετάνοιαν.	[151, 1882, 440, 2010]
separator	[258, 1295, 334, 1296]
article-paragraph: τοῦ χοροῦ, τρεῖς δημοτικὰς μελῳδίας, καὶ ἀντήχησε ἡ μουσικὴ τῶν ὀργάνων τοῦ Χατζηκώστα, καὶ τὰ ᾄσματα τῶν. Μεθ' ὃ ὁ κ. Κρέμος ἐπανέλαβε τὸν λόγον του. Μετὰ τὸ τέλος τῆς πανηγύρεως πλῆθος συνώθευσε τὸν δίασον τοῦ ὀρχηστροφείου μέχρι τοῦ καταστήματος, παιανίζοντα καὶ ψάλλοντα.	[455, 142, 745, 289]
telegram-dateline: ΒΕΡΟΛΙΝΟΝ, 4 Ἀπριλίου.	[507, 1664, 694, 1681]
separator	[258, 1468, 334, 1469]
telegram-text: Ὁ αὐτοκράτωρ Γουλιέλμος ἀνέλαβε σχεδὸν ἐντελῶς ἐκ τῆς κακοδιαθέσεώς του.	[455, 1694, 745, 1747]
article-paragraph: Χθὲς καὶ σήμερον ἐλάβομεν ἱκανὰς ἐπιστολὰς ἐκδηλούσας τὴν ἀγανάκτησιν τῆς κοινῆς γνώμης διὰ τὴν διατίμησιν τῆς εἰσόδου εἰς τὴν ἔκθεσιν. Οἱ πλεῖστοι τῶν ἐκθετῶν βεβαίως μετενόησαν διότι ἐνεπιστεύθησαν εἰς τοιαύτας χεῖρας τὰ ἅγια τῶν κειμηλίων· ἀλλὰ σπεύσουν νὰ ταξιδεύσουν καὶ νὰ λάβουν πίσω, ἐξαγνίζοντες αὐτὰ καὶ ῥαντίζοντες δι' ἁγιάσματος ἀπὸ τοῦ μολύσματος, ὁ χεῖρες χρυσοκανθαρικαὶ ἐπέθηκαν εἰς αὐτά. Εἰς τοὺς ἐπιστείλαντας ἡμῖν καὶ τῆν δικαίαν ἀγανάκτησιν κατὰ τοῦ κ. Μελᾶ ἐκφέροντας παρατηροῦμεν, ὅτι ἀρκοῦντως ὁ ἄνθρωπος αὐτὸς ἐτιμωρήθη ὑπὸ τῶν πικρῶν ἐπιτιμήσεων, ἃς ἔκαμεν εἰς αὐτὸν ὁ Βασιλεύς, ἀγανακτήσας ἐπὶ τῇ χρυσοκανθαρικῇ μετατοπίσει διαφόρων εἰκόνων καὶ διατάξας ἀμέσως νὰ ἐξέλθουν εἰς τὰς στάσεις ὅπου τὰς ἔθεσεν ἡ καλαισθησία τοῦ κ. Μελᾶ τῶν ἐπισημοτέρων ἀγωνιστῶν τὰ ἐνδύματα, καὶ εἰσέλθουν ἐκεῖναι αἵτινες ἐχρησίμευον σκιάς.	[151, 623, 440, 1073]
news-item: — Ἐναλλὰξ μετετέθησαν οἱ ἐν Ἀρίσσῃ καὶ Βώλῳ εἰρηνοδίκαι Μυρμίρας καὶ Μεϊδανόπουλος·	[759, 208, 1048, 261]
